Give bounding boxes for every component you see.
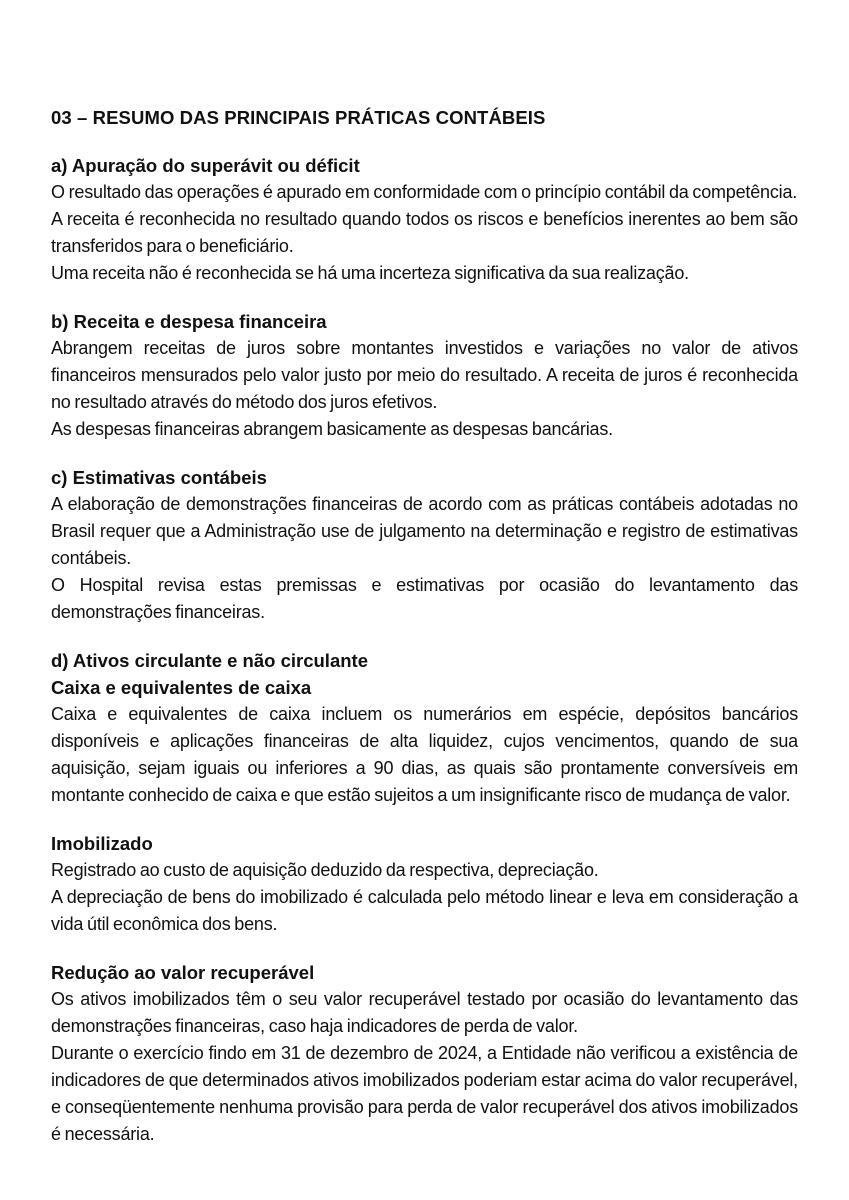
section-ativos-circulante	[51, 647, 798, 809]
paragraph: Caixa e equivalentes de caixa incluem os numerários em espécie, depósitos bancários disponíveis e aplicações financeiras de alta liquidez, cujos vencimentos, quando de sua aquisição, sejam iguais ou inferiores a 90 dias, as quais são prontamente conversíveis em montante conhecido de caixa e que estão sujeitos a um insignificante risco de mudança de valor.	[51, 704, 798, 805]
paragraph: O resultado das operações é apurado em conformidade com o princípio contábil da competência.	[51, 182, 798, 202]
page-title: 03 – RESUMO DAS PRINCIPAIS PRÁTICAS CONTÁBEIS	[51, 107, 546, 128]
paragraph: A elaboração de demonstrações financeiras de acordo com as práticas contábeis adotadas no Brasil requer que a Administração use de julgamento na determinação e registro de estimativas contábeis.	[51, 494, 798, 568]
section-subheading: Caixa e equivalentes de caixa	[51, 677, 312, 698]
paragraph: Registrado ao custo de aquisição deduzido da respectiva, depreciação.	[51, 860, 599, 880]
paragraph: A receita é reconhecida no resultado quando todos os riscos e benefícios inerentes ao bem são transferidos para o beneficiário.	[51, 209, 798, 256]
section-estimativas-contabeis	[51, 464, 798, 626]
section-heading: Imobilizado	[51, 833, 153, 854]
section-receita-despesa-financeira	[51, 308, 798, 443]
paragraph: As despesas financeiras abrangem basicamente as despesas bancárias.	[51, 419, 613, 439]
paragraph: O Hospital revisa estas premissas e estimativas por ocasião do levantamento das demonstrações financeiras.	[51, 575, 798, 622]
paragraph: Durante o exercício findo em 31 de dezembro de 2024, a Entidade não verificou a existência de indicadores de que determinados ativos imobilizados poderiam estar acima do valor recuperável, e conseqüentemente nenhuma provisão para perda de valor recuperável dos ativos imobilizados é necessária.	[51, 1043, 798, 1144]
section-reducao-valor-recuperavel	[51, 959, 798, 1148]
section-heading: c) Estimativas contábeis	[51, 467, 267, 488]
paragraph: Abrangem receitas de juros sobre montantes investidos e variações no valor de ativos financeiros mensurados pelo valor justo por meio do resultado. A receita de juros é reconhecida no resultado através do método dos juros efetivos.	[51, 338, 798, 412]
section-heading: Redução ao valor recuperável	[51, 962, 315, 983]
section-imobilizado	[51, 830, 798, 938]
paragraph: Uma receita não é reconhecida se há uma incerteza significativa da sua realização.	[51, 263, 689, 283]
paragraph: Os ativos imobilizados têm o seu valor recuperável testado por ocasião do levantamento das demonstrações financeiras, caso haja indicadores de perda de valor.	[51, 989, 798, 1036]
section-heading: a) Apuração do superávit ou déficit	[51, 155, 360, 176]
section-heading: d) Ativos circulante e não circulante	[51, 650, 368, 671]
paragraph: A depreciação de bens do imobilizado é calculada pelo método linear e leva em consideração a vida útil econômica dos bens.	[51, 887, 798, 934]
section-apuracao-superavit	[51, 152, 798, 287]
section-heading: b) Receita e despesa financeira	[51, 311, 327, 332]
